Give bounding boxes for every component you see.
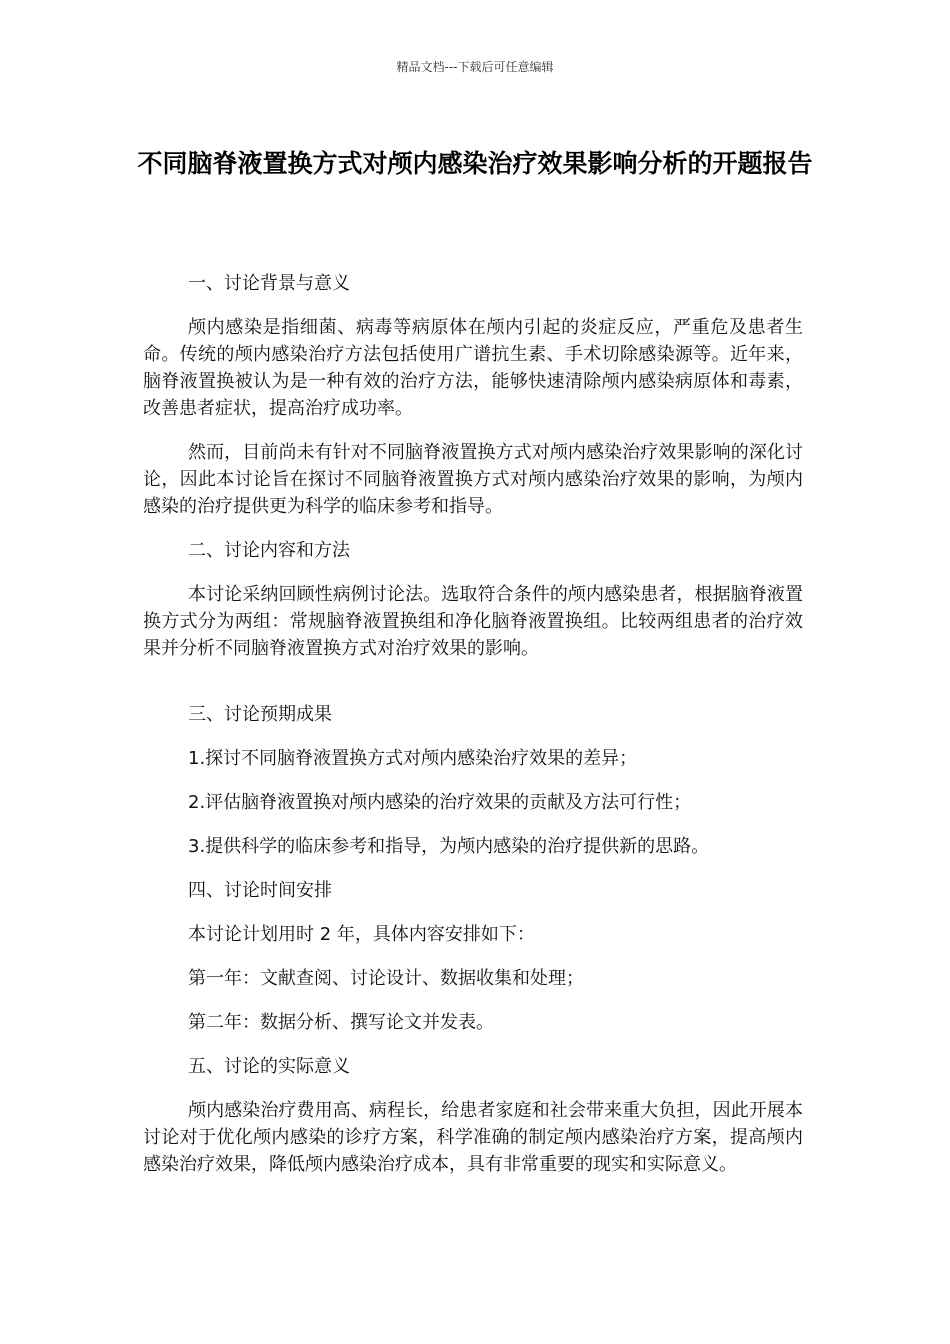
document-body: [143, 270, 803, 1195]
list-item: 第二年：数据分析、撰写论文并发表。: [188, 1012, 494, 1033]
section-heading-outcomes: 三、讨论预期成果: [188, 704, 332, 725]
header-note: 精品文档---下载后可任意编辑: [396, 60, 554, 74]
list-item: 本讨论计划用时 2 年，具体内容安排如下：: [188, 924, 535, 945]
paragraph: 颅内感染治疗费用高、病程长，给患者家庭和社会带来重大负担，因此开展本讨论对于优化颅内感染的诊疗方案，科学准确的制定颅内感染治疗方案，提高颅内感染治疗效果，降低颅内感染治疗成本，具有非常重要的现实和实际意义。: [143, 1100, 803, 1175]
section-heading-schedule: 四、讨论时间安排: [188, 880, 332, 901]
list-item: 1.探讨不同脑脊液置换方式对颅内感染治疗效果的差异；: [188, 748, 638, 769]
section-heading-background: 一、讨论背景与意义: [188, 273, 350, 294]
section-heading-methods: 二、讨论内容和方法: [188, 540, 350, 561]
list-item: 3.提供科学的临床参考和指导，为颅内感染的治疗提供新的思路。: [188, 836, 710, 857]
document-title: 不同脑脊液置换方式对颅内感染治疗效果影响分析的开题报告: [137, 149, 813, 178]
paragraph: 本讨论采纳回顾性病例讨论法。选取符合条件的颅内感染患者，根据脑脊液置换方式分为两组：常规脑脊液置换组和净化脑脊液置换组。比较两组患者的治疗效果并分析不同脑脊液置换方式对治疗效果的影响。: [143, 584, 803, 659]
paragraph: 然而，目前尚未有针对不同脑脊液置换方式对颅内感染治疗效果影响的深化讨论，因此本讨论旨在探讨不同脑脊液置换方式对颅内感染治疗效果的影响，为颅内感染的治疗提供更为科学的临床参考和指导。: [143, 442, 803, 517]
paragraph: 颅内感染是指细菌、病毒等病原体在颅内引起的炎症反应，严重危及患者生命。传统的颅内感染治疗方法包括使用广谱抗生素、手术切除感染源等。近年来，脑脊液置换被认为是一种有效的治疗方法，能够快速清除颅内感染病原体和毒素，改善患者症状，提高治疗成功率。: [143, 317, 803, 419]
spacer: [143, 679, 803, 701]
list-item: 第一年：文献查阅、讨论设计、数据收集和处理；: [188, 968, 584, 989]
section-heading-significance: 五、讨论的实际意义: [188, 1056, 350, 1077]
list-item: 2.评估脑脊液置换对颅内感染的治疗效果的贡献及方法可行性；: [188, 792, 692, 813]
